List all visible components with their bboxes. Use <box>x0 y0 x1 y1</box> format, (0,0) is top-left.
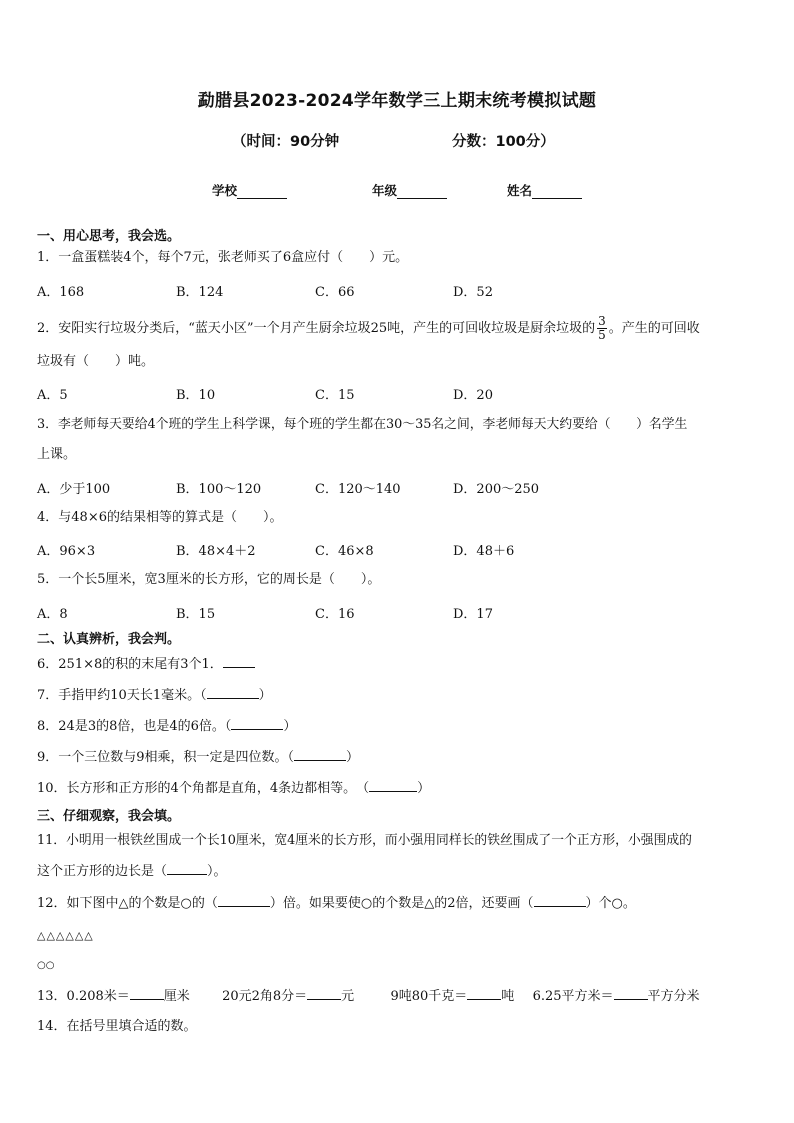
school-field[interactable] <box>212 181 287 199</box>
question-12-text: 12．如下图中△的个数是○的（ <box>37 896 218 911</box>
fraction-numerator: 3 <box>598 314 606 328</box>
close-paren: ） <box>283 719 297 734</box>
grade-label: 年级 <box>372 183 398 198</box>
question-11-line-2 <box>37 862 227 881</box>
close-paren: ） <box>417 781 431 796</box>
unit-label: 平方分米 <box>647 989 700 1004</box>
question-4-options <box>37 540 757 558</box>
question-12 <box>37 894 636 913</box>
question-8-text: 8．24是3的8倍，也是4的6倍。（ <box>37 719 232 734</box>
question-13-part-3: 9吨80千克＝ <box>390 989 468 1004</box>
question-2-line-2: 垃圾有（ ）吨。 <box>37 354 155 369</box>
option-d[interactable]: D．20 <box>453 388 493 403</box>
question-2-options <box>37 384 757 402</box>
circles-row: ○○ <box>37 960 55 971</box>
exam-time: （时间：90分钟 <box>232 134 340 150</box>
answer-blank[interactable] <box>307 987 341 1000</box>
answer-blank[interactable] <box>207 686 259 699</box>
option-b[interactable]: B．15 <box>176 607 216 622</box>
unit-label: 厘米 <box>163 989 190 1004</box>
school-label: 学校 <box>212 183 238 198</box>
option-a[interactable]: A．168 <box>37 285 85 300</box>
question-12-text-end: ）个○。 <box>585 896 636 911</box>
option-d[interactable]: D．17 <box>453 607 493 622</box>
answer-blank[interactable] <box>130 987 164 1000</box>
question-13-part-4: 6.25平方米＝ <box>532 989 614 1004</box>
question-7 <box>37 686 272 705</box>
question-9-text: 9．一个三位数与9相乘，积一定是四位数。（ <box>37 750 295 765</box>
question-6 <box>37 655 255 674</box>
answer-blank[interactable] <box>218 894 270 907</box>
page-title: 勐腊县2023-2024学年数学三上期末统考模拟试题 <box>197 91 597 111</box>
answer-blank[interactable] <box>534 894 586 907</box>
question-14: 14．在括号里填合适的数。 <box>37 1019 197 1034</box>
question-3-line-1: 3．李老师每天要给4个班的学生上科学课，每个班的学生都在30～35名之间，李老师每天大约要给（ ）名学生 <box>37 417 688 432</box>
question-13-part-2: 20元2角8分＝ <box>222 989 308 1004</box>
question-13-part-1: 13．0.208米＝ <box>37 989 130 1004</box>
question-9 <box>37 748 359 767</box>
answer-blank[interactable] <box>231 717 283 730</box>
question-13 <box>37 987 700 1006</box>
answer-blank[interactable] <box>294 748 346 761</box>
close-paren: ）。 <box>207 864 227 879</box>
question-2-text-cont: 。产生的可回收 <box>608 321 700 336</box>
option-a[interactable]: A．少于100 <box>37 482 111 497</box>
fraction-three-fifths <box>597 315 607 342</box>
answer-blank[interactable] <box>223 655 255 668</box>
unit-label: 吨 <box>501 989 515 1004</box>
section-1-heading: 一、用心思考，我会选。 <box>37 229 181 244</box>
question-11-line-1: 11．小明用一根铁丝围成一个长10厘米，宽4厘米的长方形，而小强用同样长的铁丝围成了一个正方形，小强围成的 <box>37 833 692 848</box>
question-4: 4．与48×6的结果相等的算式是（ ）。 <box>37 510 283 525</box>
question-11-text: 这个正方形的边长是（ <box>37 864 168 879</box>
question-6-text: 6．251×8的积的末尾有3个1． <box>37 657 223 672</box>
question-3-options <box>37 478 757 496</box>
section-3-heading: 三、仔细观察，我会填。 <box>37 809 181 824</box>
answer-blank[interactable] <box>614 987 648 1000</box>
question-1: 1．一盒蛋糕装4个，每个7元，张老师买了6盒应付（ ）元。 <box>37 250 409 265</box>
option-b[interactable]: B．48×4＋2 <box>176 544 256 559</box>
close-paren: ） <box>346 750 360 765</box>
name-label: 姓名 <box>507 183 533 198</box>
option-c[interactable]: C．15 <box>315 388 355 403</box>
option-b[interactable]: B．10 <box>176 388 216 403</box>
option-b[interactable]: B．124 <box>176 285 224 300</box>
unit-label: 元 <box>341 989 355 1004</box>
school-blank[interactable] <box>237 198 287 199</box>
section-2-heading: 二、认真辨析，我会判。 <box>37 632 181 647</box>
question-12-text-cont: ）倍。如果要使○的个数是△的2倍，还要画（ <box>269 896 534 911</box>
answer-blank[interactable] <box>369 779 417 792</box>
option-c[interactable]: C．16 <box>315 607 355 622</box>
question-2-line-1 <box>37 315 700 342</box>
answer-blank[interactable] <box>167 862 207 875</box>
question-3-line-2: 上课。 <box>37 447 77 462</box>
option-a[interactable]: A．5 <box>37 388 68 403</box>
question-10 <box>37 779 430 798</box>
option-d[interactable]: D．200～250 <box>453 482 540 497</box>
option-c[interactable]: C．120～140 <box>315 482 401 497</box>
name-field[interactable] <box>507 181 582 199</box>
option-c[interactable]: C．66 <box>315 285 355 300</box>
name-blank[interactable] <box>532 198 582 199</box>
option-d[interactable]: D．52 <box>453 285 493 300</box>
question-5-options <box>37 603 757 621</box>
option-a[interactable]: A．96×3 <box>37 544 96 559</box>
question-1-options <box>37 281 757 299</box>
fraction-denominator: 5 <box>598 328 606 342</box>
question-5: 5．一个长5厘米，宽3厘米的长方形，它的周长是（ ）。 <box>37 572 381 587</box>
answer-blank[interactable] <box>467 987 501 1000</box>
triangles-row: △△△△△△ <box>37 929 94 942</box>
question-2-text: 2．安阳实行垃圾分类后，“蓝天小区”一个月产生厨余垃圾25吨，产生的可回收垃圾是厨余垃圾的 <box>37 321 596 336</box>
grade-field[interactable] <box>372 181 447 199</box>
question-7-text: 7．手指甲约10天长1毫米。（ <box>37 688 207 703</box>
option-a[interactable]: A．8 <box>37 607 68 622</box>
option-b[interactable]: B．100～120 <box>176 482 262 497</box>
option-c[interactable]: C．46×8 <box>315 544 374 559</box>
question-10-text: 10．长方形和正方形的4个角都是直角，4条边都相等。 （ <box>37 781 370 796</box>
question-8 <box>37 717 296 736</box>
close-paren: ） <box>258 688 272 703</box>
option-d[interactable]: D．48＋6 <box>453 544 515 559</box>
grade-blank[interactable] <box>397 198 447 199</box>
exam-score: 分数：100分） <box>452 134 555 150</box>
